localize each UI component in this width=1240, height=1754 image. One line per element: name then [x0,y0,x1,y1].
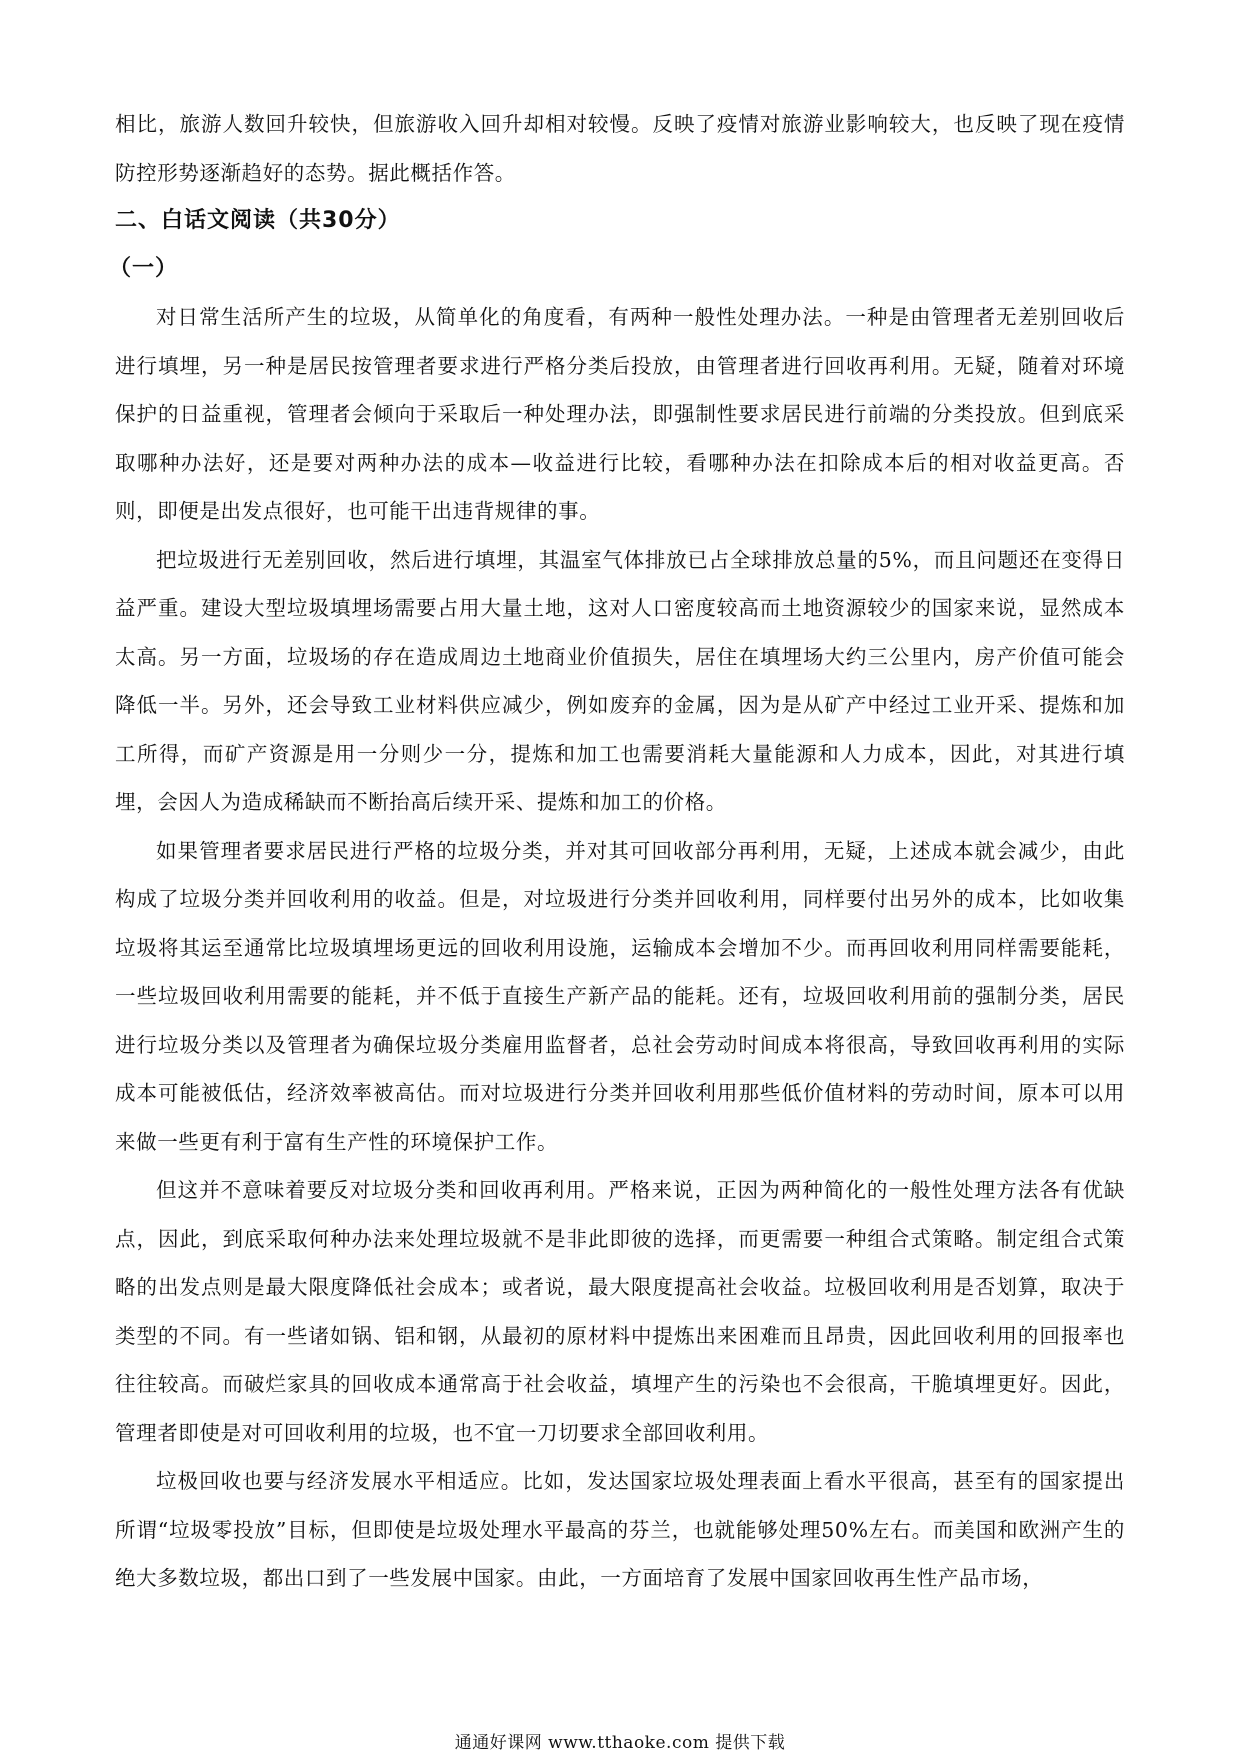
body-paragraph-3: 如果管理者要求居民进行严格的垃圾分类，并对其可回收部分再利用，无疑，上述成本就会减少，由此构成了垃圾分类并回收利用的收益。但是，对垃圾进行分类并回收利用，同样要付出另外的成本，比如收集垃圾将其运至通常比垃圾填埋场更远的回收利用设施，运输成本会增加不少。而再回收利用同样需要能耗，一些垃圾回收利用需要的能耗，并不低于直接生产新产品的能耗。还有，垃圾回收利用前的强制分类，居民进行垃圾分类以及管理者为确保垃圾分类雇用监督者，总社会劳动时间成本将很高，导致回收再利用的实际成本可能被低估，经济效率被高估。而对垃圾进行分类并回收利用那些低价值材料的劳动时间，原本可以用来做一些更有利于富有生产性的环境保护工作。 [115,838,1125,1154]
body-paragraph-2: 把垃圾进行无差别回收，然后进行填埋，其温室气体排放已占全球排放总量的5%，而且问题还在变得日益严重。建设大型垃圾填埋场需要占用大量土地，这对人口密度较高而土地资源较少的国家来说，显然成本太高。另一方面，垃圾场的存在造成周边土地商业价值损失，居住在填埋场大约三公里内，房产价值可能会降低一半。另外，还会导致工业材料供应减少，例如废弃的金属，因为是从矿产中经过工业开采、提炼和加工所得，而矿产资源是用一分则少一分，提炼和加工也需要消耗大量能源和人力成本，因此，对其进行填埋，会因人为造成稀缺而不断抬高后续开采、提炼和加工的价格。 [115,547,1125,814]
section-heading: 二、白话文阅读（共30分） [115,208,401,233]
subsection-heading: （一） [109,256,179,281]
intro-paragraph: 相比，旅游人数回升较快，但旅游收入回升却相对较慢。反映了疫情对旅游业影响较大，也反映了现在疫情防控形势逐渐趋好的态势。据此概括作答。 [115,112,1125,185]
body-paragraph-4: 但这并不意味着要反对垃圾分类和回收再利用。严格来说，正因为两种简化的一般性处理方法各有优缺点，因此，到底采取何种办法来处理垃圾就不是非此即彼的选择，而更需要一种组合式策略。制定组合式策略的出发点则是最大限度降低社会成本；或者说，最大限度提高社会收益。垃极回收利用是否划算，取决于类型的不同。有一些诸如锅、铝和钢，从最初的原材料中提炼出来困难而且昂贵，因此回收利用的回报率也往往较高。而破烂家具的回收成本通常高于社会收益，填埋产生的污染也不会很高，干脆填埋更好。因此，管理者即使是对可回收利用的垃圾，也不宜一刀切要求全部回收利用。 [115,1178,1125,1445]
body-paragraph-1: 对日常生活所产生的垃圾，从简单化的角度看，有两种一般性处理办法。一种是由管理者无差别回收后进行填埋，另一种是居民按管理者要求进行严格分类后投放，由管理者进行回收再利用。无疑，随着对环境保护的日益重视，管理者会倾向于采取后一种处理办法，即强制性要求居民进行前端的分类投放。但到底采取哪种办法好，还是要对两种办法的成本—收益进行比较，看哪种办法在扣除成本后的相对收益更高。否则，即便是出发点很好，也可能干出违背规律的事。 [115,305,1125,523]
document-body [109,100,1125,1603]
footer-source-note: 通通好课网 www.tthaoke.com 提供下载 [454,1733,786,1753]
body-paragraph-5: 垃极回收也要与经济发展水平相适应。比如，发达国家垃圾处理表面上看水平很高，甚至有的国家提出所谓“垃圾零投放”目标，但即使是垃圾处理水平最高的芬兰，也就能够处理50%左右。而美国和欧洲产生的绝大多数垃圾，都出口到了一些发展中国家。由此，一方面培育了发展中国家回收再生性产品市场， [115,1469,1125,1590]
